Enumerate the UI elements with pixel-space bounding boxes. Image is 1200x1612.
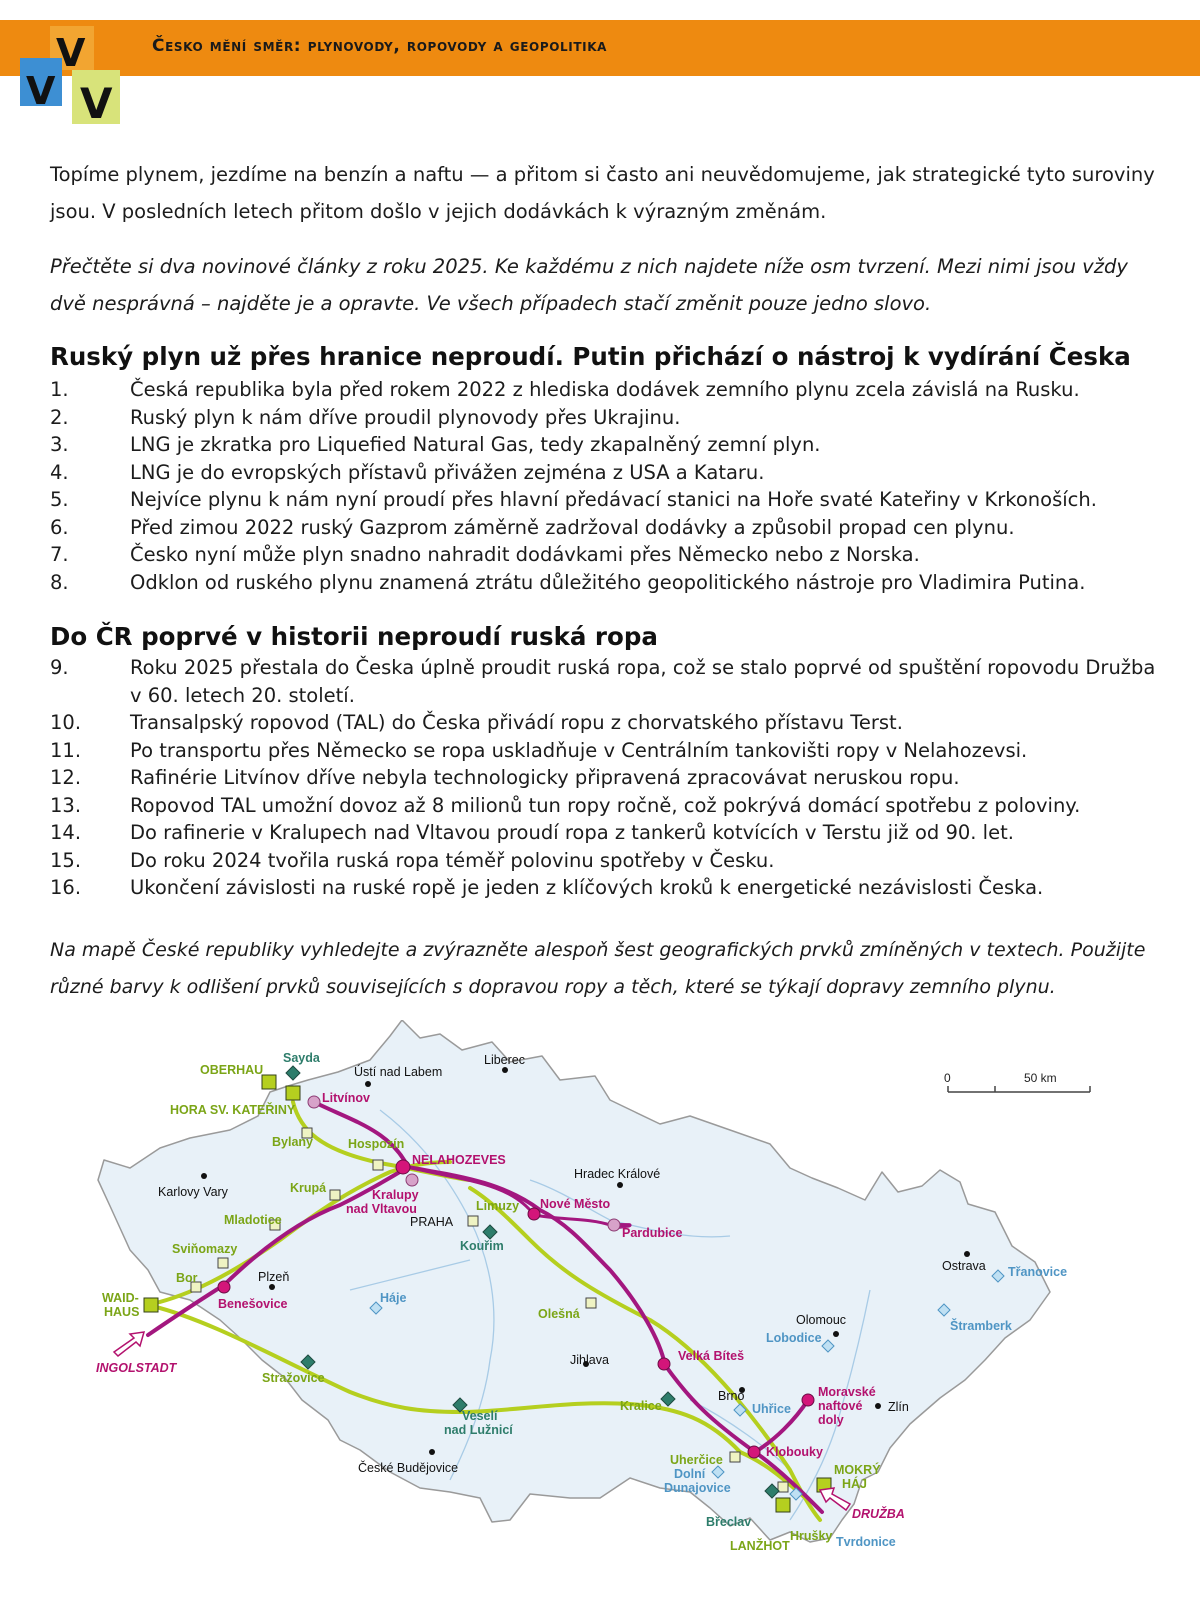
statement-text: Česká republika byla před rokem 2022 z hlediska dodávek zemního plynu zcela závislá na Rusku.: [130, 378, 1080, 401]
statement-number: 12.: [50, 766, 82, 789]
statement-text: Do roku 2024 tvořila ruská ropa téměř polovinu spotřeby v Česku.: [130, 848, 775, 872]
statement-number: 14.: [50, 821, 82, 844]
label-breclav: Břeclav: [706, 1515, 752, 1529]
statement-item: [50, 737, 1170, 765]
statement-item: [50, 819, 1170, 847]
label-tranovice: Třanovice: [1008, 1265, 1068, 1279]
label-druzba: DRUŽBA: [852, 1507, 905, 1521]
label-waidhaus-2: HAUS: [104, 1305, 140, 1319]
label-ceske-budejovice: České Budějovice: [358, 1461, 459, 1475]
city-zlin: [875, 1403, 881, 1409]
statement-item: [50, 541, 1170, 569]
statement-text: Transalpský ropovod (TAL) do Česka přivádí ropu z chorvatského přístavu Terst.: [130, 711, 903, 734]
station-oberhau: [262, 1075, 276, 1089]
scale-bar: [944, 1071, 1090, 1092]
statement-text: Roku 2025 přestala do Česka úplně proudit ruská ropa, což se stalo poprvé od spuštění ropovodu Družba v 60. letech 20. století.: [130, 656, 1156, 707]
statement-item: [50, 376, 1170, 404]
node-klobouky: [748, 1446, 760, 1458]
label-hradec: Hradec Králové: [574, 1167, 661, 1181]
compressor-hospozin: [373, 1160, 383, 1170]
label-veseli-1: Veselí: [462, 1409, 498, 1423]
label-brno: Brno: [718, 1389, 745, 1403]
label-velka-bites: Velká Bíteš: [678, 1349, 745, 1363]
statement-item: [50, 792, 1170, 820]
scale-zero-label: 0: [944, 1071, 951, 1085]
article-1-statements: [50, 376, 1170, 596]
statement-number: 9.: [50, 656, 69, 679]
node-nelahozeves: [396, 1160, 410, 1174]
label-zlin: Zlín: [888, 1400, 909, 1414]
label-svinomazy: Sviňomazy: [172, 1242, 238, 1256]
vvv-logo: [18, 22, 130, 130]
label-haje: Háje: [380, 1291, 407, 1305]
label-lanzhot: LANŽHOT: [730, 1539, 790, 1553]
statement-text: LNG je zkratka pro Liquefied Natural Gas, tedy zkapalněný zemní plyn.: [130, 433, 821, 456]
label-hospozin: Hospozín: [348, 1137, 405, 1151]
compressor-krupa: [330, 1190, 340, 1200]
statement-text: Odklon od ruského plynu znamená ztrátu důležitého geopolitického nástroje pro Vladimira Putina.: [130, 570, 1086, 594]
statement-item: [50, 459, 1170, 487]
logo-letter-2: V: [26, 69, 56, 113]
statement-item: [50, 847, 1170, 875]
label-uhercice: Uherčice: [670, 1453, 723, 1467]
station-hora: [286, 1086, 300, 1100]
ingolstadt-entry-arrow: [114, 1332, 144, 1356]
statement-item: [50, 486, 1170, 514]
node-nove-mesto: [528, 1208, 540, 1220]
label-nelahozeves: NELAHOZEVES: [412, 1153, 506, 1167]
label-usti: Ústí nad Labem: [354, 1065, 443, 1079]
logo-letter-1: V: [56, 31, 86, 75]
statement-text: Ruský plyn k nám dříve proudil plynovody přes Ukrajinu.: [130, 405, 681, 429]
label-litvinov: Litvínov: [322, 1091, 370, 1105]
czech-map: [90, 1020, 1140, 1600]
statement-item: [50, 709, 1170, 737]
statement-text: Ropovod TAL umožní dovoz až 8 milionů tun ropy ročně, což pokrývá domácí spotřebu z poloviny.: [130, 793, 1081, 817]
city-ceske-budejovice: [429, 1449, 435, 1455]
label-strazovice: Stražovice: [262, 1371, 325, 1385]
logo-letter-3: V: [80, 79, 113, 128]
statement-number: 2.: [50, 405, 69, 429]
refinery-pardubice: [608, 1219, 620, 1231]
city-usti: [365, 1081, 371, 1087]
statement-item: [50, 569, 1170, 597]
label-pardubice: Pardubice: [622, 1226, 683, 1240]
label-limuzy: Limuzy: [476, 1199, 520, 1213]
label-olesna: Olešná: [538, 1307, 580, 1321]
label-nove-mesto: Nové Město: [540, 1197, 611, 1211]
label-oberhau: OBERHAU: [200, 1063, 264, 1077]
page-title: Česko mění směr: plynovody, ropovody a geopolitika: [152, 36, 607, 56]
city-ostrava: [964, 1251, 970, 1257]
statement-item: [50, 654, 1170, 709]
node-benesovice: [218, 1281, 230, 1293]
label-klobouky: Klobouky: [766, 1445, 823, 1459]
compressor-svinomazy: [218, 1258, 228, 1268]
refinery-litvinov: [308, 1096, 320, 1108]
statement-text: Ukončení závislosti na ruské ropě je jeden z klíčových kroků k energetické nezávislosti Česka.: [130, 876, 1044, 899]
statement-item: [50, 764, 1170, 792]
city-karlovy-vary: [201, 1173, 207, 1179]
article-2-title: Do ČR poprvé v historii neproudí ruská ropa: [50, 622, 658, 651]
label-waidhaus-1: WAID-: [102, 1291, 139, 1305]
statement-number: 16.: [50, 876, 82, 899]
statement-number: 10.: [50, 711, 82, 734]
intro-paragraph: Topíme plynem, jezdíme na benzín a naftu — a přitom si často ani neuvědomujeme, jak strategické tyto suroviny jsou. V posledních letech přitom došlo v jejich dodávkách k výrazným změnám.: [50, 163, 1155, 223]
statement-text: LNG je do evropských přístavů přivážen zejména z USA a Kataru.: [130, 460, 765, 484]
label-bor: Bor: [176, 1271, 198, 1285]
compressor-hrusky: [778, 1482, 788, 1492]
label-lobodice: Lobodice: [766, 1331, 822, 1345]
label-stramberk: Štramberk: [950, 1319, 1012, 1333]
statement-item: [50, 874, 1170, 902]
label-mokry-1: MOKRÝ: [834, 1463, 881, 1477]
label-liberec: Liberec: [484, 1053, 525, 1067]
map-instruction: Na mapě České republiky vyhledejte a zvýrazněte alespoň šest geografických prvků zmíněných v textech. Použijte různé barvy k odlišení prvků souvisejících s dopravou ropy a těch, které se týkají dopravy zemního plynu.: [50, 939, 1146, 998]
scale-end-label: 50 km: [1024, 1071, 1057, 1085]
label-sayda: Sayda: [283, 1051, 320, 1065]
statement-text: Po transportu přes Německo se ropa uskladňuje v Centrálním tankovišti ropy v Nelahozevsi.: [130, 738, 1028, 762]
label-dolni-1: Dolní: [674, 1467, 706, 1481]
statement-number: 5.: [50, 488, 69, 511]
statement-item: [50, 431, 1170, 459]
country-outline: [98, 1020, 1050, 1542]
node-moravske: [802, 1394, 814, 1406]
label-ingolstadt: INGOLSTADT: [96, 1361, 177, 1375]
statement-item: [50, 514, 1170, 542]
label-ostrava: Ostrava: [942, 1259, 986, 1273]
storage-sayda: [286, 1066, 300, 1080]
statement-number: 6.: [50, 515, 69, 539]
label-moravske-3: doly: [818, 1413, 844, 1427]
label-hora: HORA SV. KATEŘINY: [170, 1103, 296, 1117]
statement-number: 1.: [50, 378, 69, 401]
article-2-statements: [50, 654, 1170, 902]
city-plzen: [269, 1284, 275, 1290]
compressor-limuzy: [468, 1216, 478, 1226]
statement-number: 15.: [50, 848, 82, 872]
label-plzen: Plzeň: [258, 1270, 290, 1284]
statement-text: Před zimou 2022 ruský Gazprom záměrně zadržoval dodávky a způsobil propad cen plynu.: [130, 515, 1015, 539]
label-olomouc: Olomouc: [796, 1313, 847, 1327]
label-karlovy-vary: Karlovy Vary: [158, 1185, 228, 1199]
label-krupa: Krupá: [290, 1181, 327, 1195]
statement-number: 11.: [50, 738, 82, 762]
statement-text: Nejvíce plynu k nám nyní proudí přes hlavní předávací stanici na Hoře svaté Kateřiny v Krkonoších.: [130, 488, 1097, 511]
statement-text: Rafinérie Litvínov dříve nebyla technologicky připravená zpracovávat neruskou ropu.: [130, 766, 960, 789]
label-uhrice: Uhřice: [752, 1402, 791, 1416]
label-moravske-2: naftové: [818, 1399, 863, 1413]
statement-number: 8.: [50, 570, 69, 594]
label-mladotice: Mladotice: [224, 1213, 282, 1227]
station-lanzhot: [776, 1498, 790, 1512]
label-hrusky: Hrušky: [790, 1529, 833, 1543]
statement-item: [50, 404, 1170, 432]
statement-number: 3.: [50, 433, 69, 456]
label-jihlava: Jihlava: [570, 1353, 609, 1367]
label-veseli-2: nad Lužnicí: [444, 1423, 513, 1437]
label-bylany: Bylany: [272, 1135, 313, 1149]
label-mokry-2: HÁJ: [842, 1477, 868, 1491]
statement-text: Do rafinerie v Kralupech nad Vltavou proudí ropa z tankerů kotvících v Terstu již od 90. let.: [130, 821, 1014, 844]
statement-text: Česko nyní může plyn snadno nahradit dodávkami přes Německo nebo z Norska.: [130, 543, 920, 566]
statement-number: 7.: [50, 543, 69, 566]
label-tvrdonice: Tvrdonice: [836, 1535, 896, 1549]
label-kourim: Kouřim: [460, 1239, 504, 1253]
statement-number: 4.: [50, 460, 69, 484]
label-dolni-2: Dunajovice: [664, 1481, 731, 1495]
node-velka-bites: [658, 1358, 670, 1370]
label-praha: PRAHA: [410, 1215, 454, 1229]
label-kralice: Kralice: [620, 1399, 662, 1413]
station-waidhaus: [144, 1298, 158, 1312]
label-kralupy-2: nad Vltavou: [346, 1202, 417, 1216]
city-olomouc: [833, 1331, 839, 1337]
label-benesovice: Benešovice: [218, 1297, 288, 1311]
city-hradec: [617, 1182, 623, 1188]
label-kralupy-1: Kralupy: [372, 1188, 419, 1202]
statement-number: 13.: [50, 793, 82, 817]
refinery-kralupy: [406, 1174, 418, 1186]
article-1-title: Ruský plyn už přes hranice neproudí. Putin přichází o nástroj k vydírání Česka: [50, 342, 1131, 371]
reading-instruction: Přečtěte si dva novinové články z roku 2025. Ke každému z nich najdete níže osm tvrzení. Mezi nimi jsou vždy dvě nesprávná – najděte je a opravte. Ve všech případech stačí změnit pouze jedno slovo.: [50, 255, 1128, 315]
compressor-olesna: [586, 1298, 596, 1308]
city-liberec: [502, 1067, 508, 1073]
label-moravske-1: Moravské: [818, 1385, 876, 1399]
compressor-uhercice: [730, 1452, 740, 1462]
